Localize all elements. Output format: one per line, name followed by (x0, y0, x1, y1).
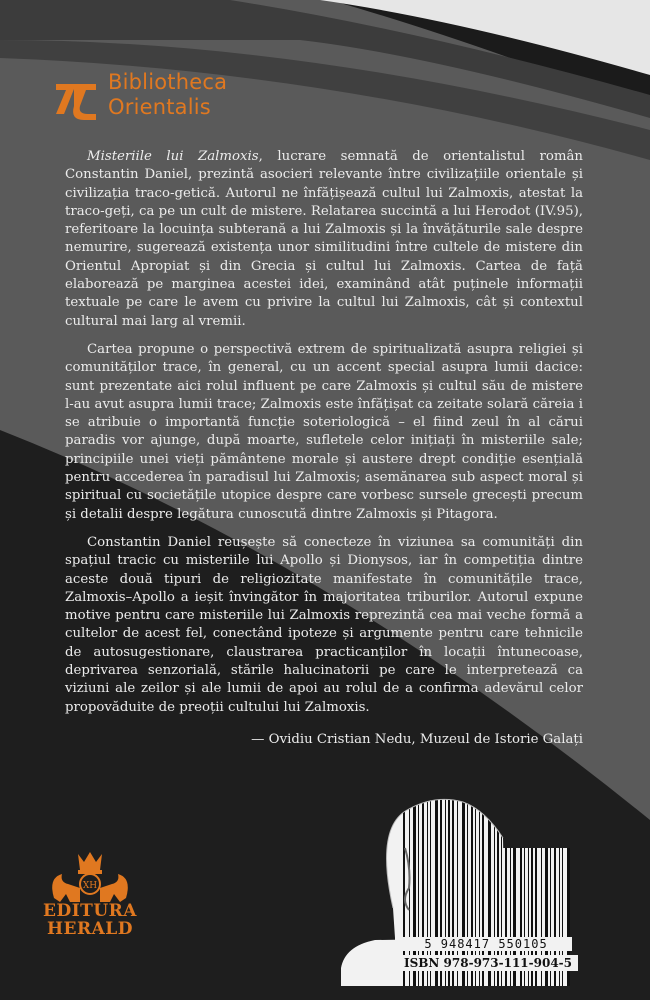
publisher-name (40, 902, 140, 938)
barcode-digits: 5 948417 550105 (400, 937, 572, 951)
isbn: ISBN 978-973-111-904-5 (398, 955, 578, 971)
paragraph-1-text: , lucrare semnată de orientalistul român Constantin Daniel, prezintă asocieri relevante între civilizațiile orientale și civilizația traco-getică. Autorul ne înfățișează cultul lui Zalmoxis, atestat la traco-geți, ca pe un cult de mistere. Relatarea succintă a lui Herodot (IV.95), referitoare la locuința subterană a lui Zalmoxis și la învățăturile sale despre nemurire, sugerează existența unor similitudini între cultele de mistere din Orientul Apropiat și din Grecia și cultul lui Zalmoxis. Cartea de față elaborează pe marginea acestei idei, examinând atât puținele informații textuale pe care le avem cu privire la cultul lui Zalmoxis, cât și contextul cultural mai larg al vremii. (65, 149, 583, 329)
paragraph-2: Cartea propune o perspectivă extrem de spiritualizată asupra religiei și comunităților trace, în general, cu un accent special asupra lumii dacice: sunt prezentate aici rolul influent pe care Zalmoxis și cultul său de mistere l-au avut asupra lumii trace; Zalmoxis este înfățișat ca zeitate solară căreia i se atribuie o importantă funcție soteriologică – el fiind zeul în al cărui paradis vor ajunge, după moarte, sufletele celor inițiați în misteriile sale; principiile unei vieți pământene morale și austere drept condiție esențială pentru accederea în paradisul lui Zalmoxis; asemănarea sub aspect moral și spiritual cu societățile utopice despre care vorbesc sursele grecești precum și detalii despre legătura cunoscută dintre Zalmoxis și Pitagora. (65, 341, 583, 522)
attribution: — Ovidiu Cristian Nedu, Muzeul de Istorie Galați (251, 731, 583, 747)
series-name-line1: Bibliotheca (108, 70, 228, 94)
series-name (108, 70, 227, 120)
series-logo-icon (52, 70, 100, 120)
series-name-line2: Orientalis (108, 95, 211, 119)
publisher-name-line1: EDITURA (43, 901, 137, 921)
publisher-emblem-monogram: XH (82, 881, 98, 891)
paragraph-1 (65, 148, 583, 331)
back-cover-text (65, 148, 583, 759)
book-title: Misteriile lui Zalmoxis (87, 149, 259, 164)
publisher-name-line2: HERALD (46, 919, 134, 939)
paragraph-3: Constantin Daniel reușește să conecteze în viziunea sa comunități din spațiul tracic cu misteriile lui Apollo și Dionysos, iar în competiția dintre aceste două tipuri de religiozitate manifestate în comunitățile trace, Zalmoxis–Apollo a ieșit învingător în majoritatea triburilor. Autorul expune motive pentru care misteriile lui Zalmoxis reprezintă cea mai veche formă a cultelor de acest fel, conectând ipoteze și argumente pentru care tehnicile de autosugestionare, claustrarea practicanților în locații întunecoase, deprivarea senzorială, stările halucinatorii pe care le interpretează ca viziuni ale zeilor și ale lumii de apoi au rolul de a confirma adevărul celor propovăduite de preoții cultului lui Zalmoxis. (65, 534, 583, 715)
series-logo (52, 70, 252, 130)
